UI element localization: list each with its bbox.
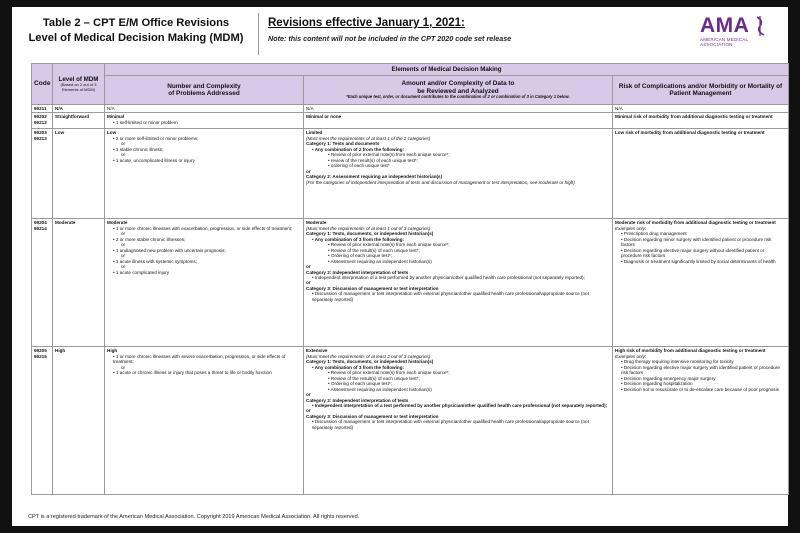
- data-cell: [304, 129, 613, 219]
- col-data-header: [304, 76, 613, 105]
- ama-logo-sub2: ASSOCIATION: [700, 42, 733, 47]
- cpt-code: 99214: [34, 225, 47, 231]
- risk-line-1: Risk of Complications and/or Morbidity or Mortality of: [618, 82, 783, 90]
- risk-line: High risk of morbidity from additional diagnostic testing or treatment: [615, 348, 766, 354]
- mdm-level-cell: High: [53, 347, 105, 495]
- problems-cell: [105, 219, 304, 347]
- problems-line: High: [107, 348, 118, 354]
- data-cell: [304, 219, 613, 347]
- data-line: • Assessment requiring an independent historian(s): [328, 258, 432, 264]
- problems-line: • 2 or more self-limited or minor problems;: [113, 135, 199, 141]
- data-cell: [304, 347, 613, 495]
- data-line: or: [306, 408, 311, 414]
- risk-line: Examples only:: [615, 225, 647, 231]
- data-line: Category 2: Independent interpretation of tests: [306, 269, 409, 275]
- data-line: Category 1: Tests, documents, or independent historian(s): [306, 359, 434, 365]
- risk-line: • Decision regarding hospitalization: [621, 381, 693, 387]
- risk-line: • Decision regarding elective major surgery without identified patient or procedure risk factors: [621, 247, 765, 259]
- level-sub-1: (Based on 2 out of 3: [60, 82, 97, 88]
- risk-line: N/A: [615, 106, 623, 111]
- mdm-table: [31, 63, 789, 495]
- cpt-code: 99202: [34, 114, 47, 120]
- problems-line: or: [121, 253, 126, 259]
- problems-line: or: [121, 242, 126, 248]
- problems-line: • 1 self-limited or minor problem: [113, 119, 178, 125]
- table-row: [32, 105, 789, 113]
- data-line: • Any combination of 3 from the following:: [312, 236, 405, 242]
- data-line: Category 1: Tests and documents: [306, 141, 380, 147]
- risk-line: • Drug therapy requiring intensive monitoring for toxicity: [621, 359, 734, 365]
- elements-header: [105, 64, 789, 76]
- title-line-1: Table 2 – CPT E/M Office Revisions: [42, 17, 230, 29]
- data-line: • Ordering of each unique test*;: [328, 253, 392, 259]
- problems-line: or: [121, 152, 126, 158]
- risk-cell: [613, 105, 789, 113]
- data-line: Category 3: Discussion of management or test interpretation: [306, 413, 439, 419]
- table-row: [32, 347, 789, 495]
- header-row-1: [32, 64, 789, 76]
- risk-line: Examples only:: [615, 353, 647, 359]
- data-line: (For the categories of independent interpretation of tests and discussion of management or test interpretation, see moderate or high): [306, 179, 575, 185]
- code-cell: [32, 113, 53, 129]
- document-page: [12, 7, 788, 526]
- ama-logo-text: AMA: [700, 14, 750, 37]
- problems-line-2: of Problems Addressed: [168, 90, 240, 97]
- problems-cell: [105, 113, 304, 129]
- problems-line: Moderate: [107, 220, 128, 226]
- data-line: Moderate: [306, 220, 327, 226]
- code-cell: [32, 347, 53, 495]
- table-row: [32, 113, 789, 129]
- data-line: (Must meet the requirements of at least 2 out of 3 categories): [306, 353, 431, 359]
- data-line: • Independent interpretation of a test performed by another physician/other qualified health care professional (not separately reported);: [312, 274, 585, 280]
- problems-line: • 1 acute, uncomplicated illness or injury: [113, 157, 195, 163]
- ama-logo-sub1: AMERICAN MEDICAL: [700, 37, 749, 42]
- problems-line: • 1 or more chronic illnesses with severe exacerbation, progression, or side effects of treatment;: [113, 353, 286, 365]
- data-line: (Must meet the requirements of at least 1 out of 3 categories): [306, 225, 431, 231]
- ama-logo: [700, 15, 784, 55]
- data-line: • Ordering of each unique test*;: [328, 381, 392, 387]
- problems-line: • 1 or more chronic illnesses with exacerbation, progression, or side effects of treatment;: [113, 225, 293, 231]
- cpt-code: 99204: [34, 220, 47, 226]
- ama-staff-icon: [754, 15, 780, 37]
- problems-line: • 1 acute or chronic illness or injury that poses a threat to life or bodily function: [113, 370, 272, 376]
- problems-cell: [105, 105, 304, 113]
- code-cell: [32, 105, 53, 113]
- problems-line: or: [121, 264, 126, 270]
- risk-line: • Decision not to resuscitate or to de-escalate care because of poor prognosis: [621, 386, 779, 392]
- risk-line: • Diagnosis or treatment significantly limited by social determinants of health: [621, 258, 776, 264]
- problems-cell: [105, 129, 304, 219]
- data-line: • Review of the result(s) of each unique test*;: [328, 375, 420, 381]
- table-row: [32, 219, 789, 347]
- elements-title: Elements of Medical Decision Making: [391, 65, 502, 73]
- data-line: • Review of the result(s) of each unique test*;: [328, 247, 420, 253]
- data-line: or: [306, 280, 311, 286]
- data-line: • Review of prior external note(s) from each unique source*;: [328, 242, 450, 248]
- title-line-2: Level of Medical Decision Making (MDM): [28, 32, 244, 44]
- copyright-footer: CPT is a registered trademark of the American Medical Association. Copyright 2019 American Medical Association. All rights reserved.: [28, 514, 360, 520]
- code-cell: [32, 219, 53, 347]
- problems-line: • 1 stable chronic illness;: [113, 146, 164, 152]
- data-line: Category 3: Discussion of management or test interpretation: [306, 285, 439, 291]
- data-line: • Any combination of 3 from the following:: [312, 364, 405, 370]
- data-line: • Review of prior external note(s) from each unique source*;: [328, 370, 450, 376]
- risk-line: • Prescription drug management: [621, 231, 687, 237]
- risk-cell: [613, 113, 789, 129]
- level-title: Level of MDM: [58, 75, 99, 83]
- data-line: or: [306, 168, 311, 174]
- data-line: N/A: [306, 106, 314, 111]
- problems-line: N/A: [107, 106, 115, 111]
- data-line: Minimal or none: [306, 114, 342, 120]
- data-line: • Review of prior external note(s) from each unique source*;: [328, 152, 450, 158]
- cpt-code: 99203: [34, 130, 47, 136]
- data-line-2: be Reviewed and Analyzed: [417, 87, 499, 95]
- level-sub-2: Elements of MDM): [61, 86, 96, 92]
- col-problems-header: [105, 76, 304, 105]
- data-line: Limited: [306, 130, 323, 136]
- risk-line: Minimal risk of morbidity from additional diagnostic testing or treatment: [615, 114, 773, 120]
- data-note: *Each unique test, order, or document contributes to the combination of 2 or combination of 3 in Category 1 below.: [346, 94, 570, 100]
- document-title: [22, 16, 250, 46]
- problems-line: or: [121, 231, 126, 237]
- mdm-level-cell: Low: [53, 129, 105, 219]
- cpt-code: 99211: [34, 106, 47, 111]
- problems-line: Low: [107, 130, 117, 136]
- data-line: (Must meet the requirements of at least 1 of the 2 categories): [306, 135, 431, 141]
- problems-line-1: Number and Complexity: [167, 82, 241, 90]
- risk-line: • Decision regarding elective major surgery with identified patient or procedure risk factors: [621, 364, 780, 376]
- col-code-header: Code: [32, 64, 53, 105]
- mdm-level-cell: N/A: [53, 105, 105, 113]
- risk-cell: [613, 219, 789, 347]
- risk-line: Low risk of morbidity from additional diagnostic testing or treatment: [615, 130, 765, 136]
- mdm-level-cell: Straightforward: [53, 113, 105, 129]
- risk-line: • Decision regarding minor surgery with identified patient or procedure risk factors: [621, 236, 772, 248]
- revision-header: [268, 16, 688, 43]
- data-line: • Assessment requiring an independent historian(s): [328, 386, 432, 392]
- problems-line: or: [121, 141, 126, 147]
- data-cell: [304, 105, 613, 113]
- table-body: [32, 105, 789, 495]
- data-line: • Discussion of management or test interpretation with external physician/other qualified health care professional\appropriate source (not separately reported): [312, 291, 589, 302]
- release-note: Note: this content will not be included in the CPT 2020 code set release: [268, 34, 512, 43]
- data-line-1: Amount and/or Complexity of Data to: [401, 80, 515, 88]
- cpt-code: 99213: [34, 135, 47, 141]
- data-line: • Discussion of management or test interpretation with external physician/other qualified health care professional/appropriate source (not separately reported): [312, 419, 589, 430]
- code-cell: [32, 129, 53, 219]
- data-line: Category 1: Tests, documents, or independent historian(s): [306, 231, 434, 237]
- risk-cell: [613, 129, 789, 219]
- col-level-header: [53, 64, 105, 105]
- cpt-code: 99215: [34, 353, 47, 359]
- problems-line: or: [121, 364, 126, 370]
- problems-line: • 2 or more stable chronic illnesses;: [113, 236, 186, 242]
- problems-line: • 1 acute illness with systemic symptoms;: [113, 258, 198, 264]
- data-line: • Independent interpretation of a test performed by another physician/other qualified health care professional (not separately reported);: [312, 402, 608, 408]
- risk-line: Moderate risk of morbidity from additional diagnostic testing or treatment: [615, 220, 776, 226]
- data-line: or: [306, 264, 311, 270]
- effective-date: Revisions effective January 1, 2021:: [268, 17, 465, 29]
- problems-line: Minimal: [107, 114, 125, 120]
- header-row-2: [32, 76, 789, 105]
- problems-line: • 1 undiagnosed new problem with uncertain prognosis;: [113, 247, 226, 253]
- problems-line: • 1 acute complicated injury: [113, 269, 169, 275]
- data-line: or: [306, 392, 311, 398]
- col-risk-header: [613, 76, 789, 105]
- risk-line-2: Patient Management: [669, 90, 732, 97]
- data-line: Category 2: Independent interpretation of tests: [306, 397, 409, 403]
- data-cell: [304, 113, 613, 129]
- data-line: • Any combination of 2 from the following:: [312, 146, 405, 152]
- header-divider: [258, 13, 259, 55]
- table-row: [32, 129, 789, 219]
- cpt-code: 99212: [34, 119, 47, 125]
- risk-cell: [613, 347, 789, 495]
- data-line: • ordering of each unique test*: [328, 163, 390, 169]
- cpt-code: 99205: [34, 348, 47, 354]
- mdm-level-cell: Moderate: [53, 219, 105, 347]
- problems-cell: [105, 347, 304, 495]
- risk-line: • Decision regarding emergency major surgery: [621, 375, 716, 381]
- data-line: Category 2: Assessment requiring an independent historian(s): [306, 174, 443, 180]
- data-line: Extensive: [306, 348, 328, 354]
- data-line: • review of the result(s) of each unique test*;: [328, 157, 418, 163]
